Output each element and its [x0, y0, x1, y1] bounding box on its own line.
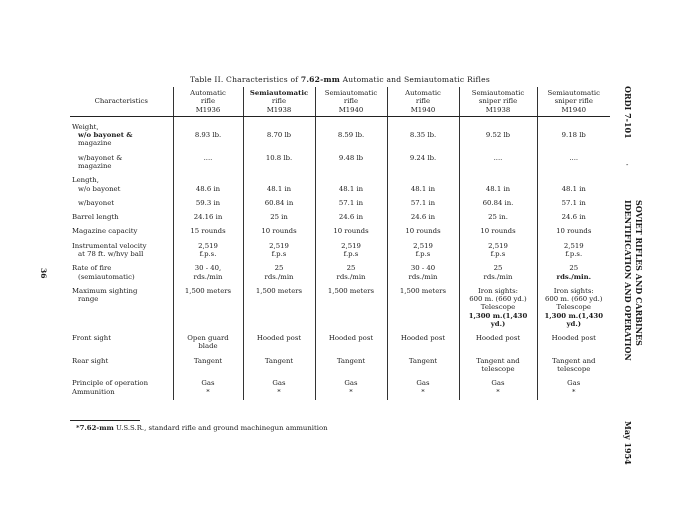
- side-heading-1: SOVIET RIFLES AND CARBINES: [634, 200, 644, 346]
- footnote: *7.62-mm U.S.S.R., standard rifle and ground machinegun ammunition: [76, 424, 328, 432]
- characteristics-table: [70, 87, 610, 400]
- header-col-3: Semiautomatic rifle M1940: [315, 87, 387, 116]
- table-row-length-bayonet: w/bayonet 59.3 in 60.84 in 57.1 in 57.1 in 60.84 in. 57.1 in: [70, 199, 610, 207]
- sniper-1938-range: Iron sights: 600 m. (660 yd.) Telescope 1,300 m.(1,430 yd.): [459, 287, 537, 328]
- side-dash: -: [626, 161, 629, 169]
- doc-id: ORDI 7-101: [623, 86, 633, 139]
- table-row-weight: w/o bayonet & magazine 8.93 lb. 8.70 lb 8.59 lb. 8.35 lb. 9.52 lb 9.18 lb: [70, 131, 610, 148]
- table-row-rate: Rate of fire (semiautomatic) 30 - 40, rds./min 25 rds./min 25 rds./min 30 - 40 rds./min 25 rds./min 25 rds./min.: [70, 264, 610, 281]
- page-number: 36: [39, 268, 48, 279]
- footnote-rule: [70, 420, 140, 421]
- table-title-prefix: Table II. Characteristics of: [190, 75, 301, 84]
- table-row-principle: Principle of operation Ammunition Gas * Gas * Gas * Gas * Gas * Gas *: [70, 379, 610, 400]
- table-row-weight-title: Weight,: [70, 123, 610, 131]
- table-row-magazine: Magazine capacity 15 rounds 10 rounds 10 rounds 10 rounds 10 rounds 10 rounds: [70, 227, 610, 235]
- table-row-front-sight: Front sight Open guard blade Hooded post Hooded post Hooded post Hooded post Hooded post: [70, 334, 610, 351]
- header-col-4: Automatic rifle M1940: [387, 87, 459, 116]
- table-title-caliber: 7.62-mm: [300, 75, 340, 84]
- header-col-6: Semiautomatic sniper rifle M1940: [537, 87, 610, 116]
- header-col-1: Automatic rifle M1936: [173, 87, 243, 116]
- table-row-velocity: Instrumental velocity at 78 ft. w/hvy ball 2,519 f.p.s. 2,519 f.p.s 2,519 f.p.s 2,519 f.p.s 2,519 f.p.s 2,519 f.p.s.: [70, 242, 610, 259]
- table-row-length: w/o bayonet 48.6 in 48.1 in 48.1 in 48.1 in 48.1 in 48.1 in: [70, 185, 610, 193]
- table-row-sighting: Maximum sighting range 1,500 meters 1,500 meters 1,500 meters 1,500 meters Iron sights: 600 m. (660 yd.) Telescope 1,300 m.(1,430 yd.) Iron sights: 600 m. (660 yd.) Telescope 1,300 m.(1,430 yd.): [70, 287, 610, 328]
- table-row-rear-sight: Rear sight Tangent Tangent Tangent Tangent Tangent and telescope Tangent and telescope: [70, 357, 610, 374]
- header-col-2: Semiautomatic rifle M1938: [243, 87, 315, 116]
- header-row: [70, 87, 610, 116]
- table-row-weight-bayonet: w/bayonet & magazine .... 10.8 lb. 9.48 lb 9.24 lb. .... ....: [70, 154, 610, 171]
- table-row-length-title: Length,: [70, 176, 610, 184]
- header-col-5: Semiautomatic sniper rifle M1938: [459, 87, 537, 116]
- table-row-barrel: Barrel length 24.16 in 25 in 24.6 in 24.6 in 25 in. 24.6 in: [70, 213, 610, 221]
- side-heading-2: IDENTIFICATION AND OPERATION: [623, 200, 633, 361]
- table-title-suffix: Automatic and Semiautomatic Rifles: [339, 75, 490, 84]
- table-title: [70, 75, 610, 84]
- sniper-1940-range: Iron sights: 600 m. (660 yd.) Telescope 1,300 m.(1,430 yd.): [537, 287, 610, 328]
- doc-date: May 1954: [623, 421, 633, 465]
- header-characteristics: Characteristics: [70, 87, 173, 116]
